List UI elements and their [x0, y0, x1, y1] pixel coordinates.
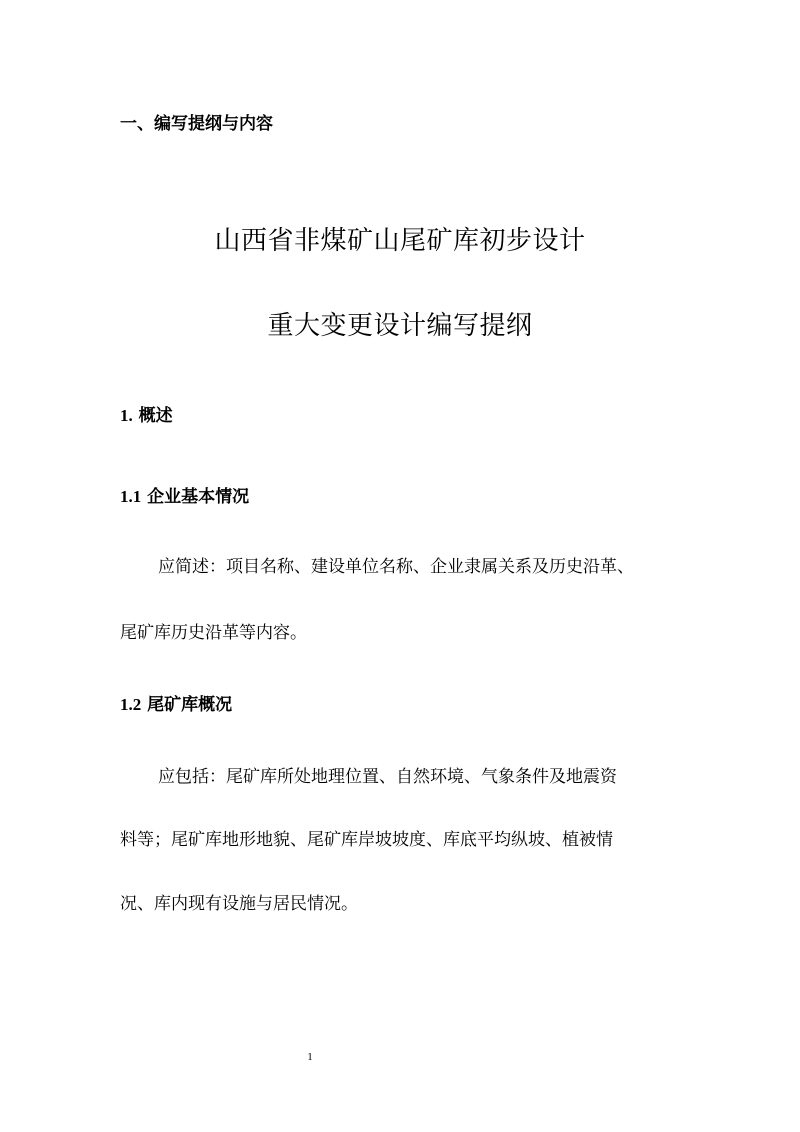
chapter-1-number: 1.: [120, 406, 133, 425]
document-title-line-1: 山西省非煤矿山尾矿库初步设计: [214, 226, 586, 256]
section-1-2-heading: [120, 690, 232, 715]
chapter-1-heading: [120, 401, 173, 426]
section-1-2-paragraph-line-3: 况、库内现有设施与居民情况。: [120, 894, 358, 914]
chapter-1-label: 概述: [138, 406, 173, 426]
section-1-1-number: 1.1: [120, 487, 142, 506]
section-1-2-label: 尾矿库概况: [147, 695, 233, 715]
document-title-line-2: 重大变更设计编写提纲: [267, 311, 533, 341]
section-1-1-heading: [120, 482, 249, 507]
page-number: 1: [307, 1051, 313, 1063]
section-heading: 一、编写提纲与内容: [120, 114, 273, 134]
section-1-1-paragraph-line-1: 应简述：项目名称、建设单位名称、企业隶属关系及历史沿革、: [158, 557, 634, 577]
section-1-2-paragraph-line-1: 应包括：尾矿库所处地理位置、自然环境、气象条件及地震资: [158, 767, 617, 787]
section-1-1-paragraph-line-2: 尾矿库历史沿革等内容。: [120, 623, 307, 643]
section-1-2-paragraph-line-2: 料等；尾矿库地形地貌、尾矿库岸坡坡度、库底平均纵坡、植被情: [120, 830, 613, 850]
section-1-2-number: 1.2: [120, 695, 142, 714]
section-1-1-label: 企业基本情况: [147, 487, 250, 507]
